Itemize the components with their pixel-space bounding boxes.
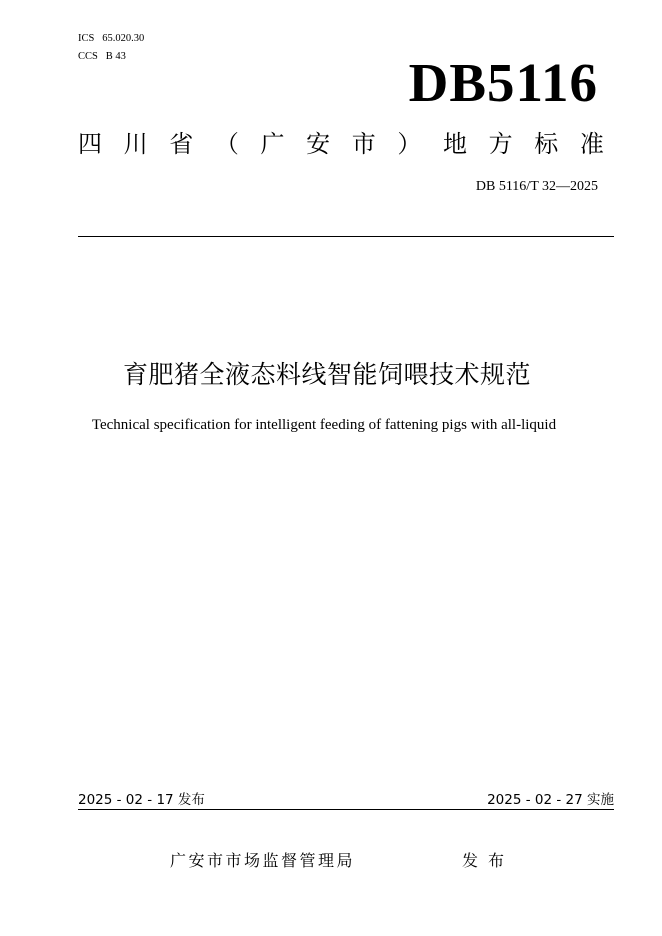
standard-type-char: 安 [306, 130, 331, 158]
document-title-en: Technical specification for intelligent feeding of fattening pigs with all-liquid [91, 417, 557, 433]
standard-type-char: 地 [443, 130, 467, 158]
standard-type-char: ） [397, 130, 422, 158]
standard-type-char: 市 [351, 130, 376, 158]
publisher-name: 广安市市场监督管理局 [170, 851, 356, 870]
standard-code-mark: DB5116 [408, 52, 598, 113]
document-title-cn: 育肥猪全液态料线智能饲喂技术规范 [122, 360, 531, 389]
standard-type-char: 省 [169, 130, 194, 158]
issue-date: 2025 - 02 - 17 发布 [78, 792, 205, 808]
standard-type-char: 四 [78, 130, 102, 158]
standard-type-char: 方 [488, 130, 513, 158]
implementation-date: 2025 - 02 - 27 实施 [487, 792, 614, 808]
header-divider [78, 236, 614, 237]
publish-label: 发布 [462, 851, 515, 870]
ics-code: ICS 65.020.30 [78, 33, 145, 44]
standard-type-heading [78, 128, 604, 160]
standard-type-char: 川 [123, 130, 148, 158]
ccs-code: CCS B 43 [78, 51, 126, 62]
standard-type-char: 广 [260, 130, 285, 158]
standard-type-char: （ [214, 130, 239, 158]
standard-type-char: 准 [579, 130, 604, 158]
footer-divider [78, 809, 614, 810]
standard-type-char: 标 [534, 130, 559, 158]
standard-number: DB 5116/T 32—2025 [475, 179, 598, 194]
